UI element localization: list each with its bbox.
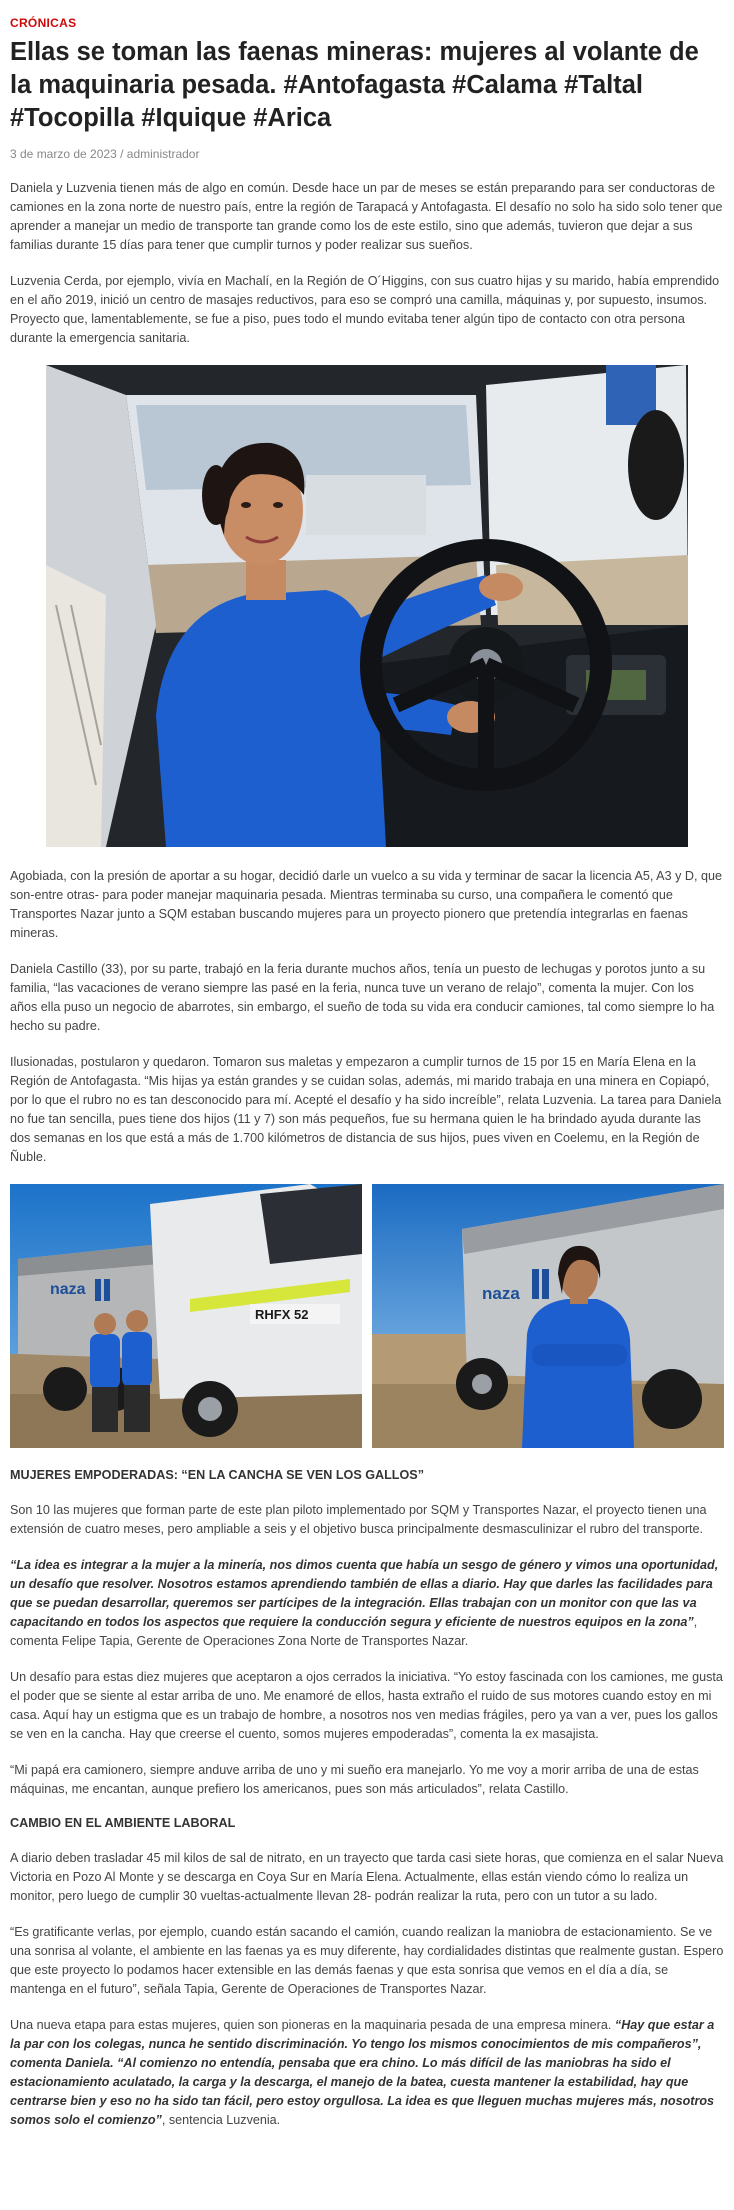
paragraph: Daniela y Luzvenia tienen más de algo en común. Desde hace un par de meses se están preparando para ser conductoras de camiones en la zona norte de nuestro país, entre la región de Tarapacá y Antofagasta. El desafío no solo ha sido solo tener que aprender a manejar un medio de transporte tan grande como los de este estilo, sino que además, tuvieron que dejar a sus familias durante 15 días para tener que cumplir turnos y poder realizar sus sueños. [10,181,723,252]
photo-driver-cabin-illustration [46,365,688,847]
photo-two-drivers [10,1184,362,1448]
closing-quote-daniela: “Hay que estar a la par con los colegas, nunca he sentido discriminación. Yo tengo los mismos conocimientos de mis compañeros”, comenta Daniela. [10,2018,715,2070]
meta-separator: / [120,147,124,161]
photo-two-drivers-illustration [10,1184,362,1448]
category-link[interactable]: CRÓNICAS [10,16,77,30]
paragraph: Ilusionadas, postularon y quedaron. Tomaron sus maletas y empezaron a cumplir turnos de 15 por 15 en María Elena en la Región de Antofagasta. “Mis hijas ya están grandes y se cuidan solas, además, mi marido trabaja en una minera en Copiapó, por lo que el rubro no es tan desconocido para mí. Acepté el desafío y ha sido increíble”, relata Luzvenia. La tarea para Daniela no fue tan sencilla, pues tiene dos hijos (11 y 7) son más pequeños, fue su hermana quien le ha brindado ayuda durante las dos semanas en los que está a más de 1.700 kilómetros de distancia de sus hijos, pues viven en Coelemu, en la Región de Ñuble. [10,1055,722,1164]
paragraph: Agobiada, con la presión de aportar a su hogar, decidió darle un vuelco a su vida y terminar de sacar la licencia A5, A3 y D, que son-entre otras- para poder manejar maquinaria pesada. Mientras terminaba su curso, una compañera le comentó que Transportes Nazar junto a SQM estaban buscando mujeres para un proyecto pionero que pretendía integrarlas en faenas mineras. [10,869,722,940]
quote-text: “La idea es integrar a la mujer a la minería, nos dimos cuenta que había un sesgo de género y vimos una oportunidad, un desafío que resolver. Nosotros estamos aprendiendo también de ellas a diario. Hay que darles las facilidades para que se puedan desarrollar, queremos ser partícipes de la integración. Ellas trabajan con un monitor con que las va capacitando en todos los aspectos que requiere la conducción segura y eficiente de nuestros equipos en la zona” [10,1558,719,1629]
paragraph: “Mi papá era camionero, siempre anduve arriba de uno y mi sueño era manejarlo. Yo me voy a morir arriba de una de estas máquinas, me encantan, aunque prefiero los americanos, pues son más articulados”, relata Castillo. [10,1763,699,1796]
article-date: 3 de marzo de 2023 [10,147,117,161]
photo-driver-arms-crossed [372,1184,724,1448]
paragraph: “Es gratificante verlas, por ejemplo, cuando están sacando el camión, cuando realizan la maniobra de estacionamiento. Se ve una sonrisa al volante, el ambiente en las faenas ya es muy diferente, hay cordialidades distintas que realmente gustan. Espero que este proyecto lo podamos hacer extensible en las demás faenas y que esta sonrisa que vemos en el día a día, se mantenga en el futuro”, señala Tapia, Gerente de Operaciones de Transportes Nazar. [10,1925,724,1996]
section-heading: MUJERES EMPODERADAS: “EN LA CANCHA SE VEN LOS GALLOS” [10,1468,424,1482]
paragraph-closing [10,2016,724,2130]
photo-driver-arms-crossed-illustration [372,1184,724,1448]
article-meta [10,147,724,161]
truck-plate: RHFX 52 [255,1307,309,1322]
paragraph: A diario deben trasladar 45 mil kilos de sal de nitrato, en un trayecto que tarda casi siete horas, que comienza en el salar Nueva Victoria en Pozo Al Monte y se descarga en Coya Sur en María Elena. Actualmente, ellas están viendo cómo lo realiza un monitor, pero luego de cumplir 30 vueltas-actualmente llevan 28- podrán realizar la ruta, pero con un tutor a su lado. [10,1851,724,1903]
paragraph: Luzvenia Cerda, por ejemplo, vivía en Machalí, en la Región de O´Higgins, con sus cuatro hijas y su marido, había emprendido en el año 2019, inició un centro de masajes reductivos, para eso se compró una camilla, máquinas y, por supuesto, insumos. Proyecto que, lamentablemente, se fue a piso, pues todo el mundo evitaba tener algún tipo de contacto con otra persona durante la emergencia sanitaria. [10,274,720,345]
closing-attribution: , sentencia Luzvenia. [161,2113,281,2127]
photo-row [10,1184,724,1448]
paragraph-quote [10,1556,724,1651]
closing-quote-luzvenia: “Al comienzo no entendía, pensaba que era chino. Lo más difícil de las maniobras ha sido el estacionamiento aculatado, la carga y la descarga, el manejo de la batea, cuesta mantener la estabilidad, hay que centrarse bien y eso no ha sido tan fácil, pero estoy orgullosa. La idea es que lleguen muchas mujeres más, nosotros somos solo el comienzo” [10,2056,715,2127]
section-heading: CAMBIO EN EL AMBIENTE LABORAL [10,1816,236,1830]
paragraph: Son 10 las mujeres que forman parte de este plan piloto implementado por SQM y Transportes Nazar, el proyecto tienen una extensión de cuatro meses, pero ampliable a seis y el objetivo busca principalmente desmasculinizar el rubro del transporte. [10,1503,707,1536]
paragraph: Daniela Castillo (33), por su parte, trabajó en la feria durante muchos años, tenía un puesto de lechugas y porotos junto a su familia, “las vacaciones de verano siempre las pasé en la feria, nunca tuve un verano de relajo”, comenta la mujer. Con los años ella puso un negocio de abarrotes, sin embargo, el sueño de toda su vida era conducir camiones, tal como siempre lo ha hecho su padre. [10,962,715,1033]
quote-attribution: , comenta Felipe Tapia, Gerente de Operaciones Zona Norte de Transportes Nazar. [10,1615,698,1648]
photo-driver-cabin [46,365,688,847]
article-title: Ellas se toman las faenas mineras: mujeres al volante de la maquinaria pesada. #Antofagasta #Calama #Taltal #Tocopilla #Iquique #Arica [10,38,699,132]
trailer-brand-left: naza [50,1281,86,1298]
paragraph: Un desafío para estas diez mujeres que aceptaron a ojos cerrados la iniciativa. “Yo estoy fascinada con los camiones, me gusta el poder que se siente al estar arriba de uno. Me enamoré de ellos, hasta extraño el ruido de sus motores cuando estoy en mi casa. Aquí hay un estigma que es un trabajo de hombre, a nosotros nos ven medias frágiles, pero ya van a ver, pues los gallos se ven en la cancha. Hay que creerse el cuento, somos mujeres empoderadas”, comenta la ex masajista. [10,1670,723,1741]
trailer-brand-right: naza [482,1284,520,1303]
closing-intro: Una nueva etapa para estas mujeres, quien son pioneras en la maquinaria pesada de una empresa minera. [10,2018,615,2032]
article-author[interactable]: administrador [126,147,200,161]
